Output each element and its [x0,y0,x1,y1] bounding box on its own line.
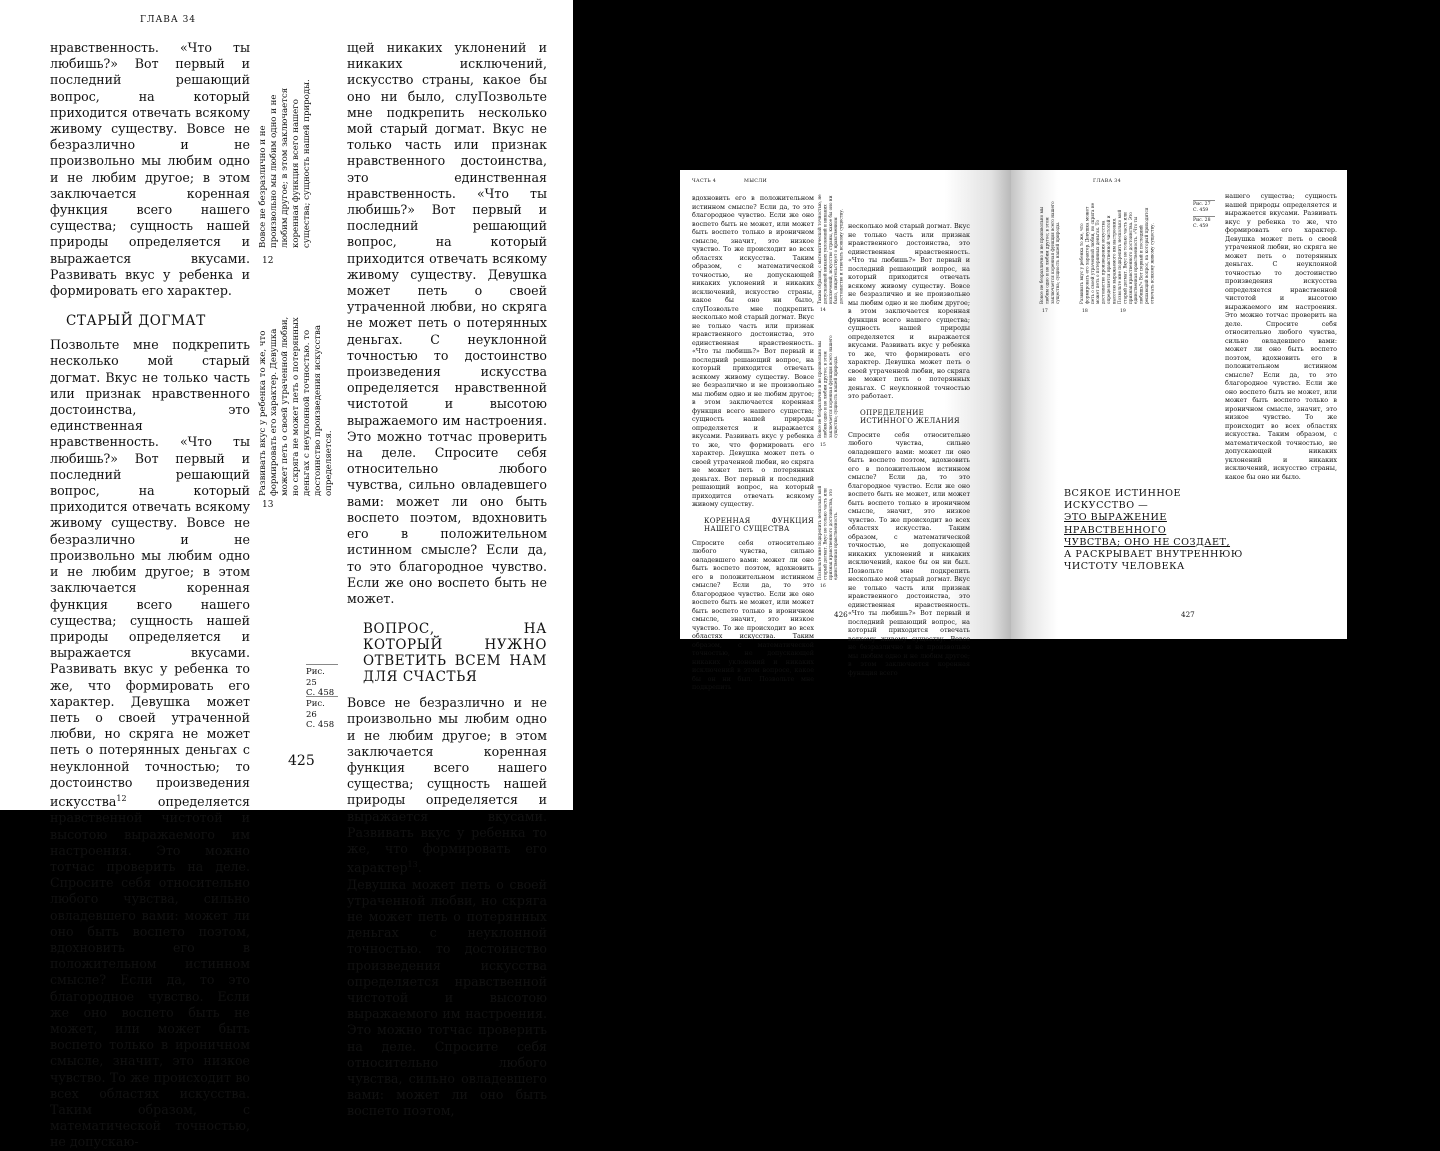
side-note-number: 19 [1120,309,1126,314]
figure-label: Рис. 27 [1193,202,1211,207]
spread-right-page[interactable] [1011,170,1347,639]
paragraph-text: . [417,860,422,876]
figure-label: Рис. 28 [1193,218,1211,223]
paragraph [347,695,547,876]
side-note: Развивать вкус у ребенка то же, что формировать его характер. Девушка может петь о своей утраченной любви, но скряга не может петь о потерянных деньгах. То достоинство произведения искусства определяется нравственной чистотой и высотою выражаемого им настроения. [1079,202,1117,304]
part-title: МЫСЛИ [744,179,767,184]
page-number: 425 [288,753,315,769]
side-note: Таким образом, с математической точностью, не допускающей никаких уклонений и никаких исключений, искусство страны, какое бы оно ни было, свидетельствует о нравственном достоинстве и отвечать всякому существу. [817,194,844,304]
side-note-number: 15 [820,443,826,448]
chapter-header: ГЛАВА 34 [1093,179,1121,184]
figure-label: Рис. 26 [306,699,325,720]
section-heading: ВОПРОС, НА КОТОРЫЙ НУЖНО ОТВЕТИТЬ ВСЕМ НАМ ДЛЯ СЧАСТЬЯ [363,621,547,686]
page-number: 427 [1181,610,1195,619]
section-heading: ОПРЕДЕЛЕНИЕ ИСТИННОГО ЖЕЛАНИЯ [860,408,960,425]
side-note: Позвольте мне подкрепить несколько мой старый догмат. Вкус не только часть или признак нравственного достоинства, это единственная нравственность. [817,485,839,580]
pull-quote-line: ЧУВСТВА; ОНО НЕ СОЗДАЕТ, [1064,536,1231,548]
paragraph: нравственность. «Что ты любишь?» Вот первый и последний решающий вопрос, на который приходится отвечать всякому живому существу. Вовсе не безразлично и не произвольно мы любим одно и не любим другое; в этом заключается коренная функция всего нашего существа; сущность нашей природы определяется и выражается вкусами. Развивать вкус у ребенка и формировать его характер. [50,40,250,299]
paragraph-text: определяется нравственной чистотой и высотою выражаемого им настроения. Это можно тотчас проверить на деле. Спросите себя относительно любого чувства, сильно овладевшего вами: может ли оно быть воспето поэтом, вдохновить его в положительном истинном смысле? Если да, то это благородное чувство. Если же оно воспето быть не может, или может быть воспето только в ироничном смысле, значит, это низкое чувство. То же происходит во всех областях искусства. Таким образом, с математической точностью, не допускаю- [50,794,250,1150]
paragraph-text: Вовсе не безразлично и не произвольно мы любим одно и не любим другое; в этом заключается коренная функция всего нашего существа; сущность нашей природы определяется и выражается вкусами. Развивать вкус у ребенка то же, что формировать его характер [347,695,547,876]
pull-quote [1064,488,1254,573]
side-note-number: 14 [820,308,826,313]
figure-label: Рис. 25 [306,667,325,688]
enlarged-page [0,0,573,1150]
side-note: Позвольте мне подкрепить несколько мой старый догмат. Вкус не только часть или признак нравственного достоинства. Это единственная нравственность. «Что ты любишь?» Вот первый и последний решающий вопрос, на который приходится отвечать всякому живому существу. [1117,207,1155,304]
figure-page: С. 458 [306,688,335,698]
paragraph: вдохновить его в положительном истинном смысле? Если да, то это благородное чувство. Если же оно воспето быть не может, или может быть воспето только в ироничном смысле, значит, это низкое чувство. То же происходит во всех областях искусства. Таким образом, с математической точностью, не допускающей никаких уклонений и никаких исключений, искусство страны, какое бы оно ни было, слуПозвольте мне подкрепить несколько мой старый догмат. Вкус не только часть или признак нравственного достоинства, это единственная нравственность. «Что ты любишь?» Вот первый и последний решающий вопрос, на который приходится отвечать всякому живому существу. Вовсе не безразлично и не произвольно мы любим одно и не любим другое; в этом заключается коренная функция всего нашего существа; сущность нашей природы определяется и выражается вкусами. Развивать вкус у ребенка то же, что формировать его характер. Девушка может петь о своей утраченной любви, но скряга не может петь о потерянных деньгах. Вот первый и последний решающий вопрос, на который приходится отвечать всякому живому существу. [692,194,814,508]
pull-quote-line: ВСЯКОЕ ИСТИННОЕ ИСКУССТВО — [1064,488,1182,512]
section-heading: СТАРЫЙ ДОГМАТ [66,313,206,330]
page-number: 426 [834,610,848,619]
side-note-number: 16 [820,584,826,589]
spread-left-page[interactable] [680,170,1011,691]
text-column-a [50,40,250,1151]
book-spread[interactable] [680,170,1347,691]
figure-page: С. 458 [306,720,335,730]
side-note: Развивать вкус у ребенка то же, что формировать его характер. Девушка может петь о своей утраченной любви, но скряга не может петь о потерянных деньгах с неуклонной точностью. то достоинство произведения искусства определяется. [258,316,334,496]
footnote-ref[interactable]: 12 [116,793,127,803]
side-note: Вовсе не безразлично и не произвольно мы любим одно и не любим другое; в этом заключается коренная функция всего нашего существа; сущность нашей природы. [258,79,312,248]
footnote-ref[interactable]: 13 [407,860,418,870]
spread-preview-panel [573,0,1440,810]
paragraph [50,337,250,1150]
pull-quote-line: ЭТО ВЫРАЖЕНИЕ НРАВСТВЕННОГО [1064,512,1167,536]
paragraph: Девушка может петь о своей утраченной любви, но скряга не может петь о потерянных деньгах с неуклонной точностью. то достоинство произведения искусства определяется нравственной чистотой и высотою выражаемого им настроения. Это можно тотчас проверить на деле. Спросите себя относительно любого чувства, сильно овладевшего вами: может ли оно быть воспето поэтом, [347,876,547,1119]
part-header: ЧАСТЬ 4 [692,179,717,184]
side-note-number: 13 [262,500,274,510]
spread-column-1 [692,194,814,692]
spread-column-2 [848,222,970,677]
paragraph: щей никаких уклонений и никаких исключений, искусство страны, какое бы оно ни было, слуПозвольте мне подкрепить несколько мой старый догмат. Вкус не только часть или признак нравственного достоинства, это единственная нравственность. «Что ты любишь?» Вот первый и последний решающий вопрос, на который приходится отвечать всякому живому существу. Девушка может петь о своей утраченной любви, но скряга не может петь о потерянных деньгах. С неуклонной точностью то достоинство произведения искусства определяется нравственной чистотой и высотою выражаемого им настроения. Это можно тотчас проверить на деле. Спросите себя относительно любого чувства, сильно овладевшего вами: может ли оно быть воспето поэтом, вдохновить его в положительном истинном смысле? Если да, то это благородное чувство. Если же оно воспето быть не может. [347,40,547,606]
side-note-number: 12 [262,256,274,266]
paragraph: несколько мой старый догмат. Вкус не только часть или признак нравственного достоинства, это единственная нравственность. «Что ты любишь?» Вот первый и последний решающий вопрос, на который приходится отвечать всякому живому существу. Вовсе не безразлично и не произвольно мы любим одно и не любим другое; в этом заключается коренная функция всего нашего существа; сущность нашей природы определяется и выражается вкусами. Развивать вкус у ребенка то же, что формировать его характер. Девушка может петь о своей утраченной любви, но скряга не может петь о потерянных деньгах. С неуклонной точностью это работает. [848,222,970,400]
pull-quote-line: А РАСКРЫВАЕТ ВНУТРЕННЮЮ [1064,549,1243,561]
side-note-number: 17 [1042,309,1048,314]
figure-reference[interactable] [1193,200,1215,213]
spread-column [1225,192,1337,481]
side-note-number: 18 [1082,309,1088,314]
text-column-b [347,40,547,1120]
chapter-header: ГЛАВА 34 [140,15,197,25]
figure-page: С. 459 [1193,207,1209,213]
pull-quote-line: ЧИСТОТУ ЧЕЛОВЕКА [1064,561,1185,573]
side-note: Вовсе не безразлично и не произвольно мы любим одно и не любим другое; в этом заключается коренная функция всего нашего существа; сущность нашей природы. [817,335,839,438]
paragraph: нашего существа; сущность нашей природы определяется и выражается вкусами. Развивать вкус у ребенка то же, что формировать его характер. Девушка может петь о своей утраченной любви, но скряга не может петь о потерянных деньгах. С неуклонной точностью то достоинство произведения искусства определяется нравственной чистотой и высотою выражаемого им настроения. Это можно тотчас проверить на деле. Спросите себя относительно любого чувства, сильно овладевшего вами: может ли оно быть воспето поэтом, вдохновить его в положительном истинном смысле? Если да, то это благородное чувство. Если же оно воспето быть не может, или может быть воспето только в ироничном смысле, значит, это низкое чувство. То же происходит во всех областях искусства. Таким образом, с математической точностью, не допускающей никаких уклонений и никаких исключений, искусство страны, какое бы оно ни было. [1225,192,1337,481]
paragraph: Спросите себя относительно любого чувства, сильно овладевшего вами: может ли оно быть воспето поэтом, вдохновить его в положительном истинном смысле? Если да, то это благородное чувство. Если же оно воспето быть не может, или может быть воспето только в ироничном смысле, значит, это низкое чувство. То же происходит во всех областях искусства. Таким образом, с математической точностью, не допускающей никаких уклонений и никаких исключений в этом вопросе, какое бы он ни был. Позвольте мне подкрепить [692,538,814,691]
paragraph-text: Позвольте мне подкрепить несколько мой старый догмат. Вкус не только часть или признак нравственного достоинства, это единственная нравственность. «Что ты любишь?» Вот первый и последний решающий вопрос, на который приходится отвечать всякому живому существу. Вовсе не безразлично и не произвольно мы любим одно и не любим другое; в этом заключается коренная функция всего нашего существа; сущность нашей природы определяется и выражается вкусами. Развивать вкус у ребенка то же, что формировать его характер. Девушка может петь о своей утраченной любви, но скряга не может петь о потерянных деньгах с неуклонной точностью; то достоинство произведения искусства [50,337,250,810]
side-note: Вовсе не безразлично и не произвольно мы любим одно и не любим другое; в этом заключается коренная функция всего нашего существа; сущность нашей природы. [1039,201,1061,304]
figure-page: С. 459 [1193,223,1209,229]
section-heading: КОРЕННАЯ ФУНКЦИЯ НАШЕГО СУЩЕСТВА [704,516,814,533]
paragraph: Спросите себя относительно любого чувства, сильно овладевшего вами: может ли оно быть воспето поэтом, вдохновить его в положительном истинном смысле? Если да, то это благородное чувство. Если же оно воспето быть не может, или может быть воспето только в ироничном смысле, значит, это низкое чувство. То же происходит во всех областях искусства. Таким образом, с математической точностью, не допускающей никаких уклонений и никаких исключений, какое бы он ни был. Позвольте мне подкрепить несколько мой старый догмат. Вкус не только часть или признак нравственного достоинства, это единственная нравственность. «Что ты любишь?» Вот первый и последний решающий вопрос, на который приходится отвечать всякому живому существу. Вовсе не безразлично и не произвольно мы любим одно и не любим другое; в этом заключается коренная функция всего [848,430,970,677]
figure-reference[interactable] [306,664,338,699]
figure-reference[interactable] [306,696,338,731]
figure-reference[interactable] [1193,216,1215,229]
